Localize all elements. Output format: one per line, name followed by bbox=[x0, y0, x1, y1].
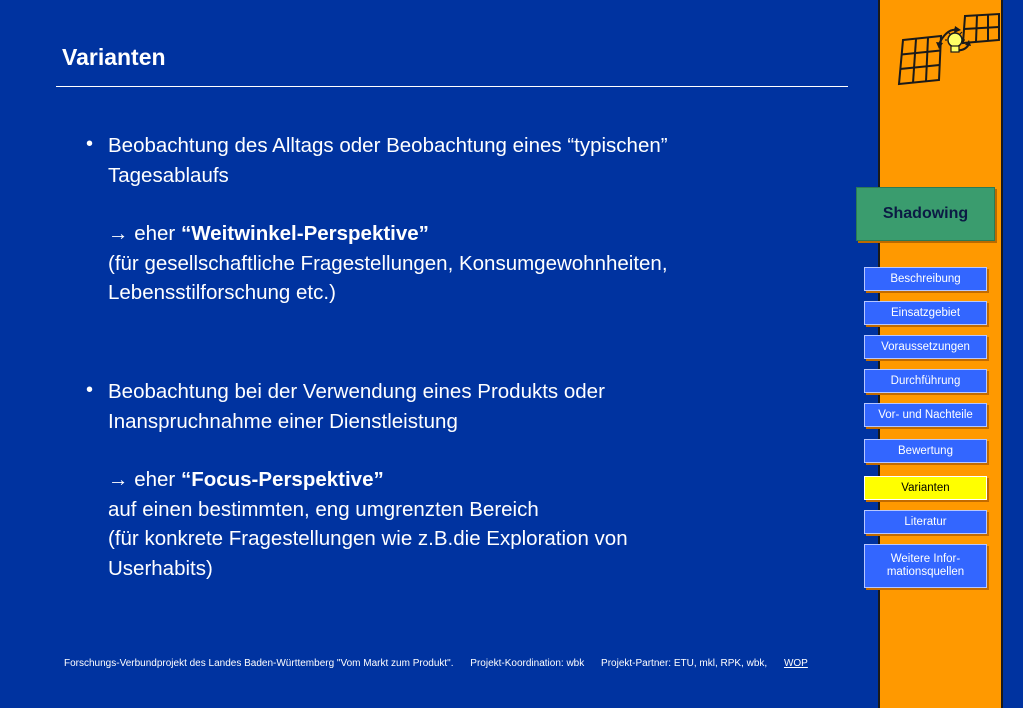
section-header-shadowing: Shadowing bbox=[856, 187, 995, 241]
arrow-right-icon: → bbox=[108, 222, 129, 245]
sidebar-edge bbox=[1003, 0, 1023, 708]
bullet-2-line-2: Inanspruchnahme einer Dienstleistung bbox=[108, 409, 458, 433]
footer-coordination: Projekt-Koordination: wbk bbox=[470, 658, 585, 669]
bullet-2-dot: • bbox=[86, 379, 94, 401]
footer-project: Forschungs-Verbundprojekt des Landes Baden-Württemberg "Vom Markt zum Produkt". bbox=[64, 658, 454, 669]
nav-vor-und-nachteile[interactable]: Vor- und Nachteile bbox=[864, 403, 987, 427]
nav-bewertung[interactable]: Bewertung bbox=[864, 439, 987, 463]
perspective-label: “Weitwinkel-Perspektive” bbox=[180, 222, 429, 245]
footer-partners: Projekt-Partner: ETU, mkl, RPK, wbk, bbox=[601, 658, 768, 669]
eher-label: eher bbox=[134, 222, 176, 245]
bullet-2-detail-2: (für konkrete Fragestellungen wie z.B.die Exploration von bbox=[108, 527, 628, 550]
bullet-2-detail-3: Userhabits) bbox=[108, 556, 213, 580]
grid-lightbulb-icon bbox=[895, 10, 1005, 90]
nav-literatur[interactable]: Literatur bbox=[864, 510, 987, 534]
nav-weitere-informationsquellen[interactable]: Weitere Infor- mationsquellen bbox=[864, 544, 987, 588]
perspective-label: “Focus-Perspektive” bbox=[180, 468, 384, 491]
bullet-1-line-1: Beobachtung des Alltags oder Beobachtung eines “typischen” bbox=[108, 134, 668, 157]
bullet-2-perspective bbox=[108, 465, 628, 495]
bullet-2 bbox=[108, 377, 628, 583]
bullet-1-detail-2: Lebensstilforschung etc.) bbox=[108, 281, 336, 304]
arrow-right-icon: → bbox=[108, 468, 129, 491]
footer-wop-link[interactable]: WOP bbox=[783, 658, 808, 669]
bullet-1 bbox=[108, 131, 668, 308]
page-title: Varianten bbox=[62, 44, 166, 70]
nav-varianten[interactable]: Varianten bbox=[864, 476, 987, 500]
bullet-1-perspective bbox=[108, 219, 668, 249]
bullet-1-dot: • bbox=[86, 133, 94, 155]
bullet-1-line-2: Tagesablaufs bbox=[108, 163, 229, 187]
bullet-1-detail-1: (für gesellschaftliche Fragestellungen, Konsumgewohnheiten, bbox=[108, 251, 668, 275]
nav-einsatzgebiet[interactable]: Einsatzgebiet bbox=[864, 301, 987, 325]
bullet-2-detail-1: auf einen bestimmten, eng umgrenzten Bereich bbox=[108, 497, 539, 521]
bullet-2-line-1: Beobachtung bei der Verwendung eines Produkts oder bbox=[108, 380, 605, 403]
nav-durchfuehrung[interactable]: Durchführung bbox=[864, 369, 987, 393]
eher-label: eher bbox=[134, 468, 176, 491]
nav-beschreibung[interactable]: Beschreibung bbox=[864, 267, 987, 291]
nav-voraussetzungen[interactable]: Voraussetzungen bbox=[864, 335, 987, 359]
footer bbox=[64, 658, 808, 669]
title-divider bbox=[56, 86, 848, 87]
